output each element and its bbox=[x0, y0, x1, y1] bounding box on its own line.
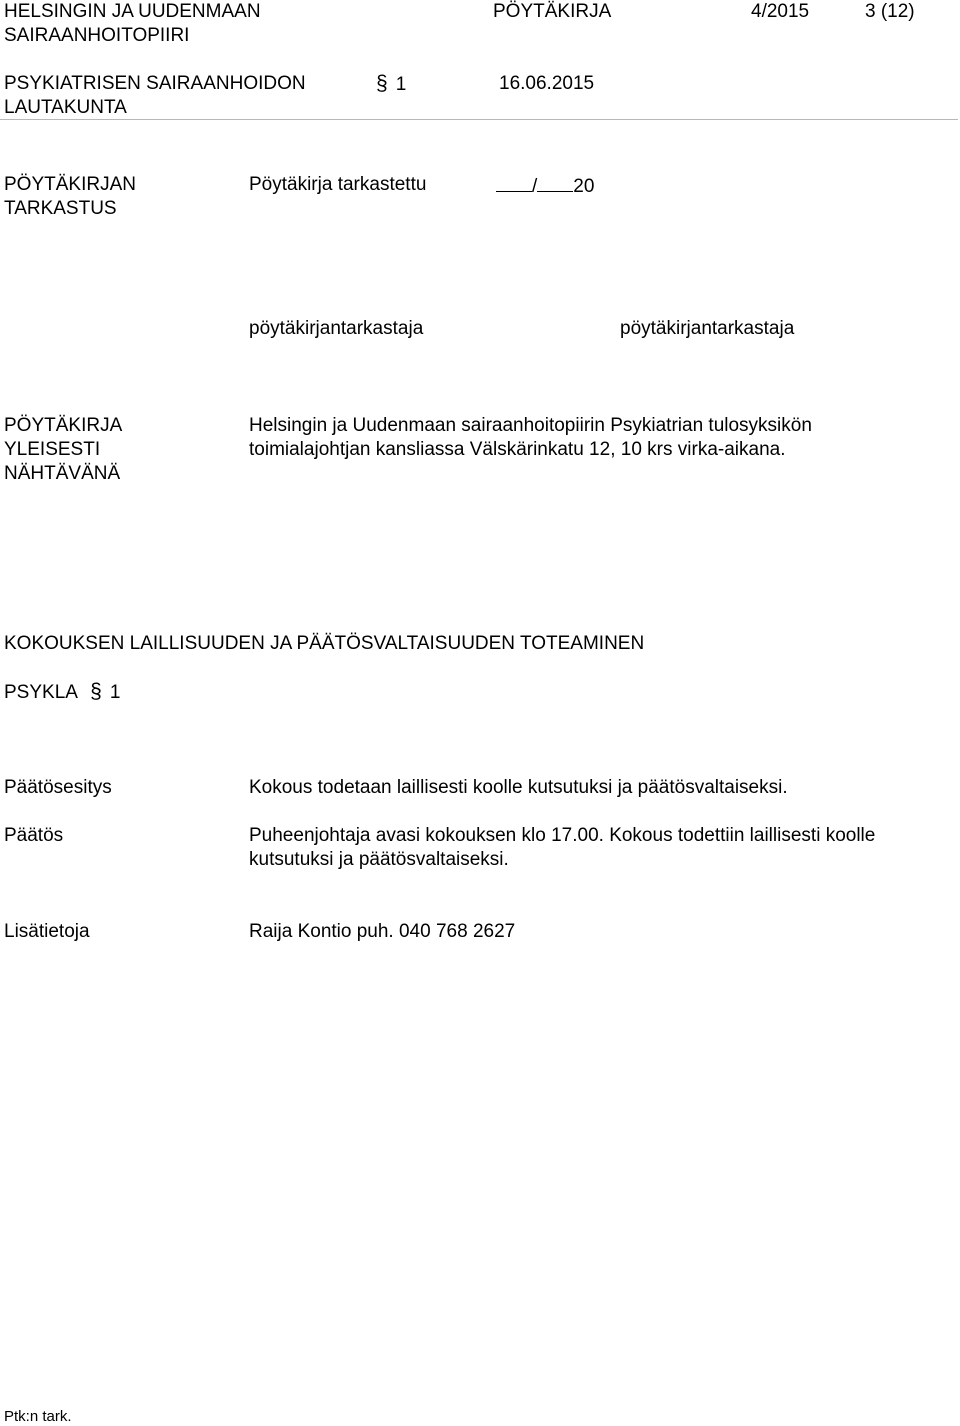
header-section bbox=[376, 72, 406, 97]
section-sign-icon: § bbox=[90, 680, 102, 703]
review-text: Pöytäkirja tarkastettu bbox=[249, 174, 427, 195]
meeting-date: 16.06.2015 bbox=[499, 73, 595, 94]
info-text: Raija Kontio puh. 040 768 2627 bbox=[249, 921, 516, 942]
section-sign-icon: § bbox=[376, 72, 388, 95]
public-label-line2: YLEISESTI bbox=[4, 439, 101, 460]
page-number: 3 (12) bbox=[865, 1, 915, 22]
decision-text-line2: kutsutuksi ja päätösvaltaiseksi. bbox=[249, 849, 509, 870]
section-number: 1 bbox=[395, 74, 407, 95]
public-label-line3: NÄHTÄVÄNÄ bbox=[4, 463, 121, 484]
signer-2: pöytäkirjantarkastaja bbox=[620, 318, 795, 339]
review-year: 20 bbox=[573, 176, 595, 197]
reviewer-initials-label: Ptk:n tark. bbox=[4, 1408, 72, 1425]
review-label-line2: TARKASTUS bbox=[4, 198, 117, 219]
month-blank bbox=[537, 173, 573, 192]
review-date-field bbox=[496, 173, 594, 199]
item-ref-number: 1 bbox=[109, 682, 121, 703]
proposal-text: Kokous todetaan laillisesti koolle kutsutuksi ja päätösvaltaiseksi. bbox=[249, 777, 788, 798]
signer-1: pöytäkirjantarkastaja bbox=[249, 318, 424, 339]
organization-name-line2: SAIRAANHOITOPIIRI bbox=[4, 25, 190, 46]
decision-text-line1: Puheenjohtaja avasi kokouksen klo 17.00. Kokous todettiin laillisesti koolle bbox=[249, 825, 876, 846]
board-name-line1: PSYKIATRISEN SAIRAANHOIDON bbox=[4, 73, 306, 94]
organization-name-line1: HELSINGIN JA UUDENMAAN bbox=[4, 1, 261, 22]
public-text-line2: toimialajohtjan kansliassa Välskärinkatu 12, 10 krs virka-aikana. bbox=[249, 439, 786, 460]
document-type: PÖYTÄKIRJA bbox=[493, 1, 612, 22]
header-divider bbox=[0, 119, 958, 120]
item-ref-prefix: PSYKLA bbox=[4, 682, 77, 703]
item-reference bbox=[4, 680, 120, 705]
public-text-line1: Helsingin ja Uudenmaan sairaanhoitopiirin Psykiatrian tulosyksikön bbox=[249, 415, 812, 436]
info-label: Lisätietoja bbox=[4, 921, 90, 942]
public-label-line1: PÖYTÄKIRJA bbox=[4, 415, 123, 436]
proposal-label: Päätösesitys bbox=[4, 777, 112, 798]
board-name-line2: LAUTAKUNTA bbox=[4, 97, 127, 118]
review-label-line1: PÖYTÄKIRJAN bbox=[4, 174, 136, 195]
day-blank bbox=[496, 173, 532, 192]
decision-label: Päätös bbox=[4, 825, 64, 846]
item-title: KOKOUKSEN LAILLISUUDEN JA PÄÄTÖSVALTAISUUDEN TOTEAMINEN bbox=[4, 633, 645, 654]
document-number: 4/2015 bbox=[751, 1, 810, 22]
date-slash: / bbox=[532, 176, 538, 197]
